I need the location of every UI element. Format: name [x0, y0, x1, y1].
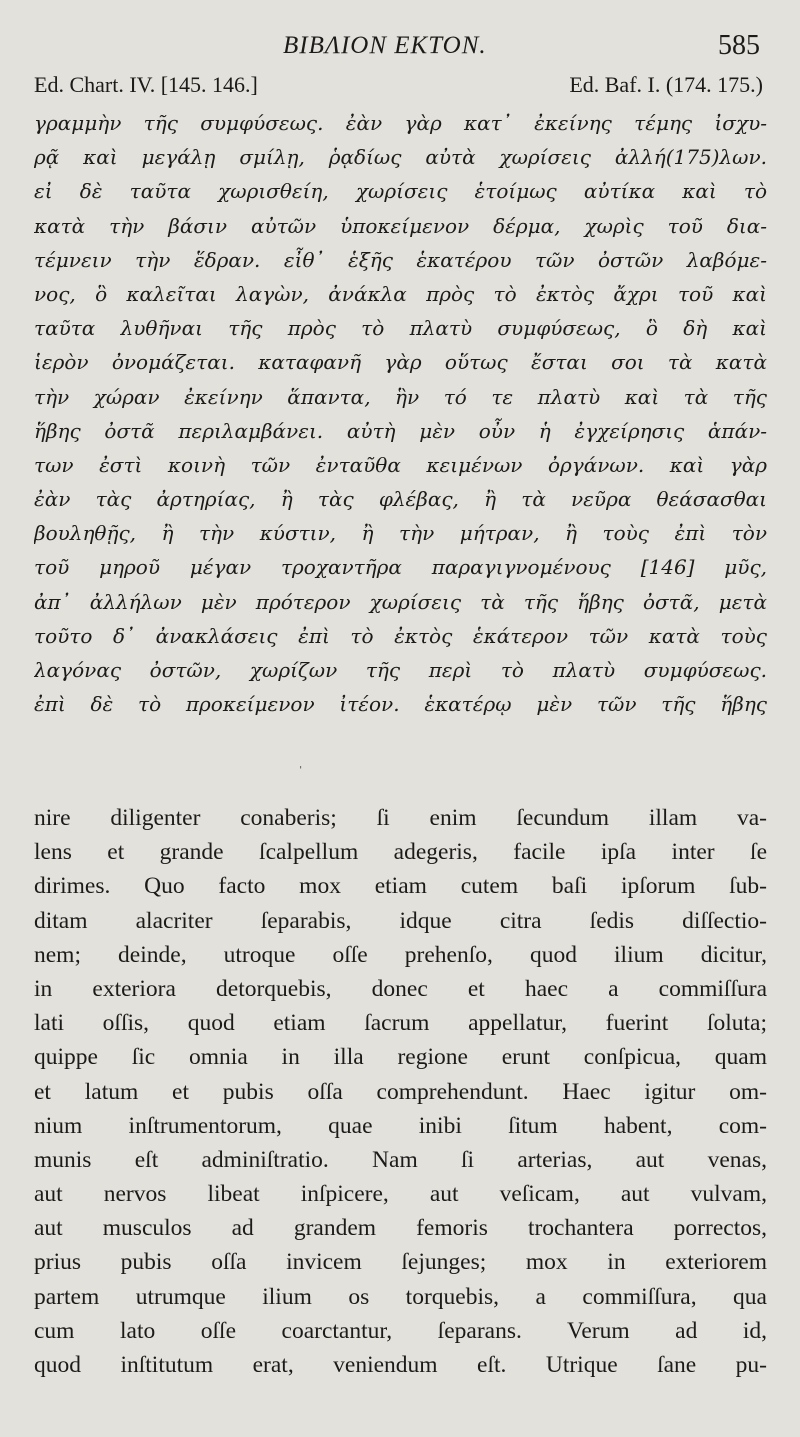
latin-text-line: nem; deinde, utroque oſſe prehenſo, quod ilium dicitur, [34, 941, 767, 968]
latin-text-line: et latum et pubis oſſa comprehendunt. Haec igitur om- [34, 1078, 767, 1105]
latin-text-line: quod inſtitutum erat, veniendum eſt. Utrique ſane pu- [34, 1352, 767, 1378]
latin-text-line: nium inſtrumentorum, quae inibi ſitum habent, com- [34, 1112, 767, 1139]
page-number: 585 [718, 30, 760, 61]
latin-text-line: dirimes. Quo facto mox etiam cutem baſi ipſorum ſub- [34, 873, 767, 900]
latin-text-line: prius pubis oſſa invicem ſejunges; mox in exteriorem [34, 1249, 767, 1276]
latin-text-line: in exteriora detorquebis, donec et haec a commiſſura [34, 975, 767, 1002]
edition-reference-left: Ed. Chart. IV. [145. 146.] [34, 72, 258, 97]
latin-text-line: lens et grande ſcalpellum adegeris, facile ipſa inter ſe [34, 839, 767, 866]
latin-text-line: nire diligenter conaberis; ſi enim ſecundum illam va- [34, 805, 767, 831]
edition-reference-right: Ed. Baf. I. (174. 175.) [569, 72, 763, 97]
latin-text-line: lati oſſis, quod etiam ſacrum appellatur, fuerint ſoluta; [34, 1010, 767, 1037]
latin-text-line: munis eſt adminiſtratio. Nam ſi arterias, aut venas, [34, 1146, 767, 1173]
greek-text-line: τέμνειν τὴν ἕδραν. εἶθ᾽ ἑξῆς ἑκατέρου τῶν ὀστῶν λαβόμε- [34, 247, 767, 272]
greek-text-line: τοῦ μηροῦ μέγαν τροχαντῆρα παραγιγνομένους [146] μῦς, [34, 555, 767, 580]
latin-text-block [34, 801, 767, 1382]
separator-mark: ˌ [298, 752, 304, 769]
greek-text-line: ἱερὸν ὀνομάζεται. καταφανῆ γὰρ οὕτως ἔσται σοι τὰ κατὰ [34, 350, 767, 375]
greek-text-line: εἰ δὲ ταῦτα χωρισθείη, χωρίσεις ἑτοίμως αὐτίκα καὶ τὸ [34, 179, 767, 204]
greek-text-line: ἐὰν τὰς ἀρτηρίας, ἢ τὰς φλέβας, ἢ τὰ νεῦρα θεάσασθαι [34, 487, 767, 512]
greek-text-line: των ἐστὶ κοινὴ τῶν ἐνταῦθα κειμένων ὀργάνων. καὶ γὰρ [34, 452, 767, 477]
latin-text-line: partem utrumque ilium os torquebis, a commiſſura, qua [34, 1283, 767, 1310]
latin-text-line: cum lato oſſe coarctantur, ſeparans. Verum ad id, [34, 1317, 767, 1344]
latin-text-line: aut musculos ad grandem femoris trochantera porrectos, [34, 1215, 767, 1242]
greek-text-line: ρᾷ καὶ μεγάλῃ σμίλῃ, ῥᾳδίως αὐτὰ χωρίσεις ἀλλή(175)λων. [34, 145, 767, 170]
greek-text-line: ἀπ᾽ ἀλλήλων μὲν πρότερον χωρίσεις τὰ τῆς ἥβης ὀστᾶ, μετὰ [34, 589, 767, 614]
greek-text-line: βουληθῇς, ἢ τὴν κύστιν, ἢ τὴν μήτραν, ἢ τοὺς ἐπὶ τὸν [34, 521, 767, 546]
latin-text-line: aut nervos libeat inſpicere, aut veſicam, aut vulvam, [34, 1181, 767, 1208]
latin-text-line: ditam alacriter ſeparabis, idque citra ſedis diſſectio- [34, 907, 767, 934]
greek-text-line: γραμμὴν τῆς συμφύσεως. ἐὰν γὰρ κατ᾽ ἐκείνης τέμης ἰσχυ- [34, 111, 767, 135]
latin-text-line: quippe ſic omnia in illa regione erunt conſpicua, quam [34, 1044, 767, 1071]
greek-text-line: νος, ὃ καλεῖται λαγὼν, ἀνάκλα πρὸς τὸ ἐκτὸς ἄχρι τοῦ καὶ [34, 281, 767, 306]
greek-text-line: κατὰ τὴν βάσιν αὐτῶν ὑποκείμενον δέρμα, χωρὶς τοῦ δια- [34, 213, 767, 238]
greek-text-line: λαγόνας ὀστῶν, χωρίζων τῆς περὶ τὸ πλατὺ συμφύσεως. [34, 658, 767, 682]
greek-text-line: ἐπὶ δὲ τὸ προκείμενον ἰτέον. ἑκατέρῳ μὲν τῶν τῆς ἥβης [34, 692, 767, 717]
greek-text-block [34, 106, 767, 721]
greek-text-line: τοῦτο δ᾽ ἀνακλάσεις ἐπὶ τὸ ἐκτὸς ἑκάτερον τῶν κατὰ τοὺς [34, 623, 767, 648]
greek-text-line: ταῦτα λυθῆναι τῆς πρὸς τὸ πλατὺ συμφύσεως, ὃ δὴ καὶ [34, 316, 767, 341]
greek-text-line: ἥβης ὀστᾶ περιλαμβάνει. αὐτὴ μὲν οὖν ἡ ἐγχείρησις ἁπάν- [34, 418, 767, 443]
running-title: ΒΙΒΛΙΟΝ ΕΚΤΟΝ. [283, 32, 487, 59]
greek-text-line: τὴν χώραν ἐκείνην ἅπαντα, ἣν τό τε πλατὺ καὶ τὰ τῆς [34, 384, 767, 409]
